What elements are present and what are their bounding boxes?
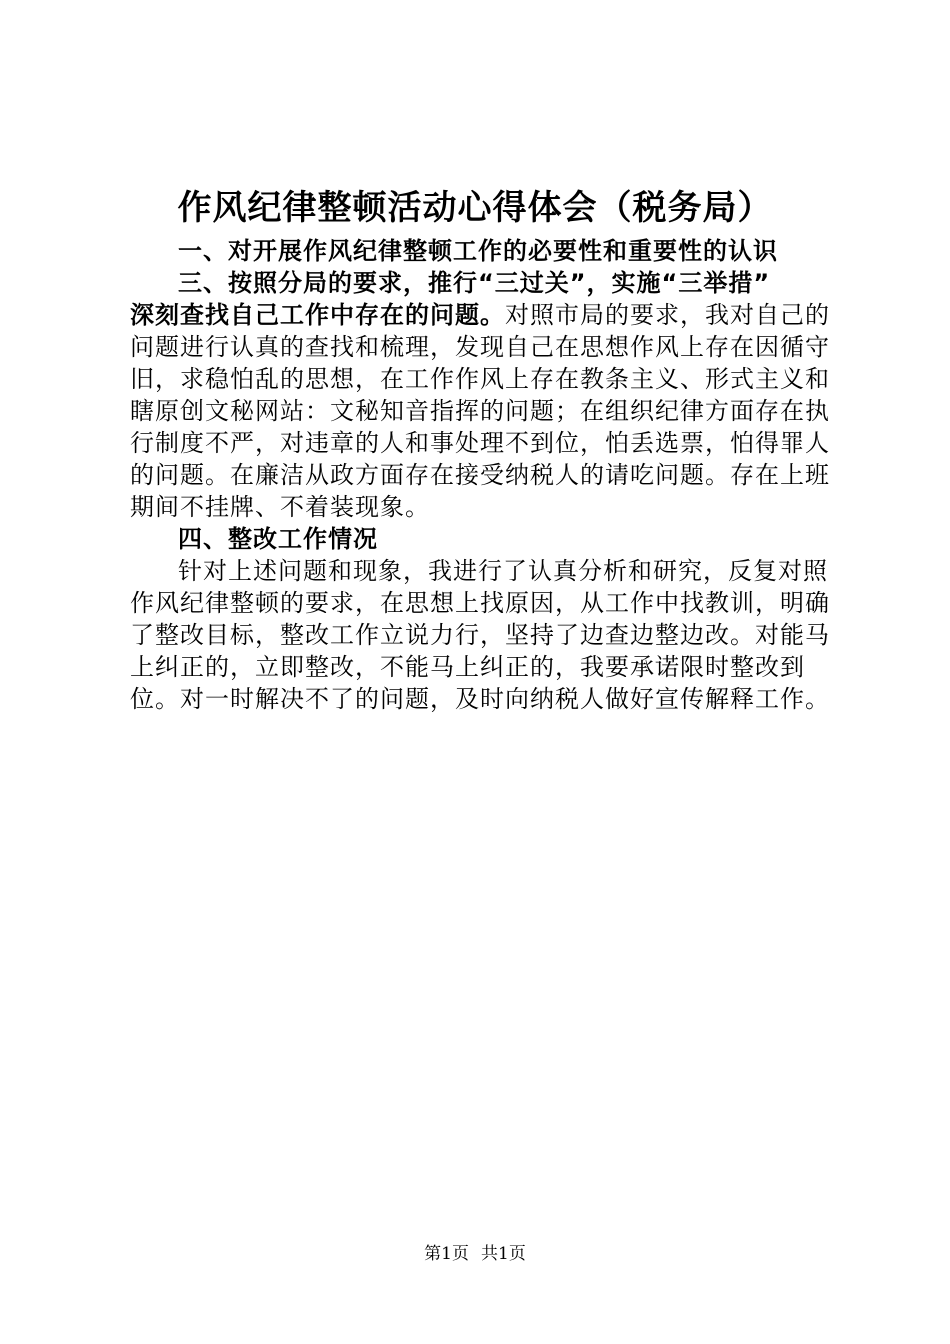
- page-number: 第1页: [424, 1244, 469, 1264]
- document-body: [130, 235, 840, 715]
- document-title: 作风纪律整顿活动心得体会（税务局）: [177, 188, 773, 228]
- section-3-lead: 深刻查找自己工作中存在的问题。: [130, 301, 505, 329]
- section-3-paragraph: [130, 299, 840, 523]
- section-3-text: 对照市局的要求，我对自己的问题进行认真的查找和梳理，发现自己在思想作风上存在因循守旧，求稳怕乱的思想，在工作作风上存在教条主义、形式主义和瞎原创文秘网站：文秘知音指挥的问题；在组织纪律方面存在执行制度不严，对违章的人和事处理不到位，怕丢选票，怕得罪人的问题。在廉洁从政方面存在接受纳税人的请吃问题。存在上班期间不挂牌、不着装现象。: [130, 301, 830, 521]
- page-footer: [0, 1242, 950, 1266]
- section-4-heading: 四、整改工作情况: [178, 525, 378, 553]
- section-4-paragraph: 针对上述问题和现象，我进行了认真分析和研究，反复对照作风纪律整顿的要求，在思想上找原因，从工作中找教训，明确了整改目标，整改工作立说力行，坚持了边查边整边改。对能马上纠正的，立即整改，不能马上纠正的，我要承诺限时整改到位。对一时解决不了的问题，及时向纳税人做好宣传解释工作。: [130, 557, 830, 713]
- page-total: 共1页: [481, 1244, 526, 1264]
- section-1-heading: 一、对开展作风纪律整顿工作的必要性和重要性的认识: [178, 237, 778, 265]
- section-3-heading: 三、按照分局的要求，推行“三过关”，实施“三举措”: [178, 269, 771, 297]
